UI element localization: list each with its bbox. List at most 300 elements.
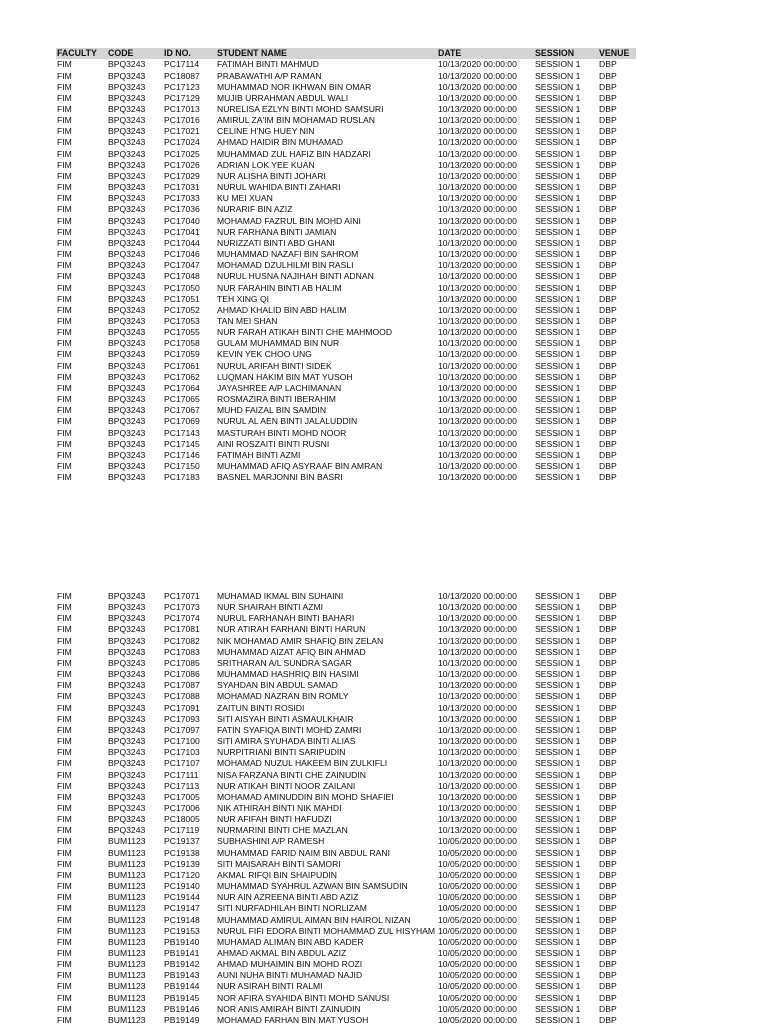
cell-student-name: AKMAL RIFQI BIN SHAIPUDIN xyxy=(217,869,338,880)
cell-student-name: KU MEI XUAN xyxy=(217,193,273,204)
cell-faculty: FIM xyxy=(57,360,72,371)
cell-id-no: PC17031 xyxy=(164,182,200,193)
cell-code: BPQ3243 xyxy=(108,193,146,204)
cell-id-no: PC17062 xyxy=(164,371,200,382)
cell-code: BPQ3243 xyxy=(108,70,146,81)
cell-id-no: PC17119 xyxy=(164,825,200,836)
cell-session: SESSION 1 xyxy=(535,461,581,472)
cell-code: BPQ3243 xyxy=(108,204,146,215)
table-row xyxy=(56,238,636,249)
cell-session: SESSION 1 xyxy=(535,271,581,282)
cell-code: BPQ3243 xyxy=(108,215,146,226)
cell-date: 10/13/2020 00:00:00 xyxy=(438,349,517,360)
table-row xyxy=(56,814,636,825)
cell-student-name: NURUL AL AEN BINTI JALALUDDIN xyxy=(217,416,358,427)
cell-id-no: PC17040 xyxy=(164,215,200,226)
cell-session: SESSION 1 xyxy=(535,724,581,735)
cell-student-name: NURARIF BIN AZIZ xyxy=(217,204,293,215)
cell-student-name: NUR FARHANA BINTI JAMIAN xyxy=(217,226,337,237)
cell-venue: DBP xyxy=(599,646,617,657)
cell-date: 10/13/2020 00:00:00 xyxy=(438,814,517,825)
cell-code: BPQ3243 xyxy=(108,126,146,137)
table-row xyxy=(56,182,636,193)
exam-list-table-top xyxy=(56,48,636,483)
table-row xyxy=(56,160,636,171)
cell-venue: DBP xyxy=(599,438,617,449)
cell-code: BPQ3243 xyxy=(108,657,146,668)
table-row xyxy=(56,758,636,769)
cell-student-name: NOR ANIS AMIRAH BINTI ZAINUDIN xyxy=(217,1003,361,1014)
cell-faculty: FIM xyxy=(57,680,72,691)
cell-session: SESSION 1 xyxy=(535,148,581,159)
cell-session: SESSION 1 xyxy=(535,427,581,438)
cell-venue: DBP xyxy=(599,747,617,758)
cell-venue: DBP xyxy=(599,394,617,405)
cell-id-no: PC17100 xyxy=(164,736,200,747)
cell-venue: DBP xyxy=(599,724,617,735)
cell-code: BPQ3243 xyxy=(108,405,146,416)
cell-student-name: NUR SHAIRAH BINTI AZMI xyxy=(217,602,323,613)
cell-date: 10/13/2020 00:00:00 xyxy=(438,226,517,237)
table-row xyxy=(56,93,636,104)
table-row xyxy=(56,915,636,926)
cell-id-no: PC17050 xyxy=(164,282,200,293)
cell-id-no: PC19153 xyxy=(164,925,200,936)
cell-venue: DBP xyxy=(599,249,617,260)
cell-id-no: PB19146 xyxy=(164,1003,200,1014)
cell-session: SESSION 1 xyxy=(535,713,581,724)
cell-venue: DBP xyxy=(599,624,617,635)
cell-date: 10/13/2020 00:00:00 xyxy=(438,81,517,92)
cell-id-no: PC17129 xyxy=(164,92,200,103)
cell-code: BPQ3243 xyxy=(108,438,146,449)
cell-faculty: FIM xyxy=(57,438,72,449)
cell-date: 10/13/2020 00:00:00 xyxy=(438,825,517,836)
cell-code: BPQ3243 xyxy=(108,315,146,326)
table-row xyxy=(56,349,636,360)
cell-date: 10/13/2020 00:00:00 xyxy=(438,416,517,427)
cell-faculty: FIM xyxy=(57,427,72,438)
cell-faculty: FIM xyxy=(57,747,72,758)
cell-student-name: MUHAMMAD AIZAT AFIQ BIN AHMAD xyxy=(217,646,366,657)
cell-session: SESSION 1 xyxy=(535,925,581,936)
cell-session: SESSION 1 xyxy=(535,249,581,260)
cell-code: BPQ3243 xyxy=(108,148,146,159)
cell-venue: DBP xyxy=(599,613,617,624)
cell-id-no: PC17091 xyxy=(164,702,200,713)
cell-date: 10/05/2020 00:00:00 xyxy=(438,981,517,992)
cell-faculty: FIM xyxy=(57,847,72,858)
cell-date: 10/13/2020 00:00:00 xyxy=(438,791,517,802)
cell-id-no: PC17103 xyxy=(164,747,200,758)
table-row xyxy=(56,680,636,691)
cell-id-no: PB19140 xyxy=(164,936,200,947)
cell-session: SESSION 1 xyxy=(535,936,581,947)
cell-code: BPQ3243 xyxy=(108,602,146,613)
cell-id-no: PC17006 xyxy=(164,802,200,813)
table-row xyxy=(56,227,636,238)
table-row xyxy=(56,115,636,126)
cell-faculty: FIM xyxy=(57,449,72,460)
cell-id-no: PC17183 xyxy=(164,472,200,483)
cell-id-no: PB19143 xyxy=(164,970,200,981)
cell-faculty: FIM xyxy=(57,669,72,680)
table-row xyxy=(56,591,636,602)
cell-venue: DBP xyxy=(599,858,617,869)
cell-student-name: MUHAMMAD NAZAFI BIN SAHROM xyxy=(217,249,359,260)
cell-id-no: PC17016 xyxy=(164,115,200,126)
table-row xyxy=(56,647,636,658)
table-row xyxy=(56,926,636,937)
table-row xyxy=(56,71,636,82)
cell-faculty: FIM xyxy=(57,970,72,981)
cell-venue: DBP xyxy=(599,959,617,970)
cell-id-no: PC17087 xyxy=(164,680,200,691)
table-row xyxy=(56,903,636,914)
cell-date: 10/13/2020 00:00:00 xyxy=(438,170,517,181)
table-row xyxy=(56,736,636,747)
table-row xyxy=(56,792,636,803)
cell-venue: DBP xyxy=(599,349,617,360)
cell-session: SESSION 1 xyxy=(535,736,581,747)
table-row xyxy=(56,327,636,338)
cell-student-name: NUR ALISHA BINTI JOHARI xyxy=(217,170,326,181)
cell-session: SESSION 1 xyxy=(535,624,581,635)
table-row xyxy=(56,881,636,892)
cell-student-name: NUR FARAH ATIKAH BINTI CHE MAHMOOD xyxy=(217,327,393,338)
cell-student-name: MUHAMMAD NOR IKHWAN BIN OMAR xyxy=(217,81,372,92)
cell-code: BPQ3243 xyxy=(108,260,146,271)
cell-session: SESSION 1 xyxy=(535,226,581,237)
cell-session: SESSION 1 xyxy=(535,360,581,371)
cell-code: BUM1123 xyxy=(108,1014,146,1025)
cell-student-name: MUHAMMAD AMIRUL AIMAN BIN HAIROL NIZAN xyxy=(217,914,411,925)
cell-code: BUM1123 xyxy=(108,992,146,1003)
cell-id-no: PC17073 xyxy=(164,602,200,613)
cell-faculty: FIM xyxy=(57,836,72,847)
cell-student-name: FATIMAH BINTI MAHMUD xyxy=(217,59,320,70)
table-row xyxy=(56,870,636,881)
cell-session: SESSION 1 xyxy=(535,1014,581,1025)
cell-id-no: PC17145 xyxy=(164,438,200,449)
cell-date: 10/13/2020 00:00:00 xyxy=(438,126,517,137)
cell-student-name: MOHAMAD DZULHILMI BIN RASLI xyxy=(217,260,354,271)
cell-date: 10/13/2020 00:00:00 xyxy=(438,304,517,315)
cell-code: BUM1123 xyxy=(108,925,146,936)
cell-code: BPQ3243 xyxy=(108,115,146,126)
cell-student-name: ADRIAN LOK YEE KUAN xyxy=(217,159,315,170)
cell-code: BPQ3243 xyxy=(108,791,146,802)
cell-faculty: FIM xyxy=(57,405,72,416)
cell-faculty: FIM xyxy=(57,215,72,226)
cell-session: SESSION 1 xyxy=(535,349,581,360)
table-header-row xyxy=(56,48,636,59)
cell-venue: DBP xyxy=(599,691,617,702)
cell-id-no: PC17143 xyxy=(164,427,200,438)
cell-faculty: FIM xyxy=(57,126,72,137)
cell-date: 10/13/2020 00:00:00 xyxy=(438,702,517,713)
cell-session: SESSION 1 xyxy=(535,858,581,869)
cell-student-name: MUHAMMAD AFIQ ASYRAAF BIN AMRAN xyxy=(217,461,383,472)
cell-faculty: FIM xyxy=(57,137,72,148)
cell-code: BUM1123 xyxy=(108,836,146,847)
cell-student-name: NURELISA EZLYN BINTI MOHD SAMSURI xyxy=(217,104,384,115)
cell-faculty: FIM xyxy=(57,736,72,747)
cell-id-no: PC17033 xyxy=(164,193,200,204)
table-row xyxy=(56,104,636,115)
cell-code: BPQ3243 xyxy=(108,249,146,260)
exam-list-table-bottom xyxy=(56,591,636,1026)
cell-venue: DBP xyxy=(599,92,617,103)
cell-id-no: PC17114 xyxy=(164,59,200,70)
cell-id-no: PC17086 xyxy=(164,669,200,680)
cell-date: 10/13/2020 00:00:00 xyxy=(438,405,517,416)
cell-date: 10/13/2020 00:00:00 xyxy=(438,104,517,115)
cell-date: 10/13/2020 00:00:00 xyxy=(438,747,517,758)
cell-student-name: MOHAMAD FAZRUL BIN MOHD AINI xyxy=(217,215,361,226)
cell-date: 10/13/2020 00:00:00 xyxy=(438,713,517,724)
table-body-top xyxy=(56,59,636,483)
cell-faculty: FIM xyxy=(57,92,72,103)
cell-id-no: PC17053 xyxy=(164,315,200,326)
cell-code: BUM1123 xyxy=(108,892,146,903)
cell-venue: DBP xyxy=(599,81,617,92)
cell-venue: DBP xyxy=(599,925,617,936)
header-student-name: STUDENT NAME xyxy=(217,48,287,58)
cell-id-no: PC17074 xyxy=(164,613,200,624)
table-row xyxy=(56,602,636,613)
cell-id-no: PC17067 xyxy=(164,405,200,416)
cell-code: BPQ3243 xyxy=(108,591,146,601)
cell-session: SESSION 1 xyxy=(535,791,581,802)
cell-faculty: FIM xyxy=(57,148,72,159)
cell-venue: DBP xyxy=(599,657,617,668)
cell-faculty: FIM xyxy=(57,226,72,237)
cell-student-name: MUHAMMAD HASHRIQ BIN HASIMI xyxy=(217,669,359,680)
table-row xyxy=(56,439,636,450)
cell-session: SESSION 1 xyxy=(535,892,581,903)
cell-faculty: FIM xyxy=(57,791,72,802)
cell-code: BPQ3243 xyxy=(108,382,146,393)
cell-code: BPQ3243 xyxy=(108,769,146,780)
cell-code: BPQ3243 xyxy=(108,282,146,293)
cell-venue: DBP xyxy=(599,338,617,349)
cell-id-no: PB19141 xyxy=(164,948,200,958)
cell-venue: DBP xyxy=(599,59,617,70)
cell-code: BPQ3243 xyxy=(108,59,146,70)
header-venue: VENUE xyxy=(599,48,630,58)
cell-student-name: NIK ATHIRAH BINTI NIK MAHDI xyxy=(217,802,342,813)
table-row xyxy=(56,216,636,227)
cell-id-no: PC19138 xyxy=(164,847,200,858)
table-row xyxy=(56,59,636,70)
cell-faculty: FIM xyxy=(57,472,72,483)
cell-faculty: FIM xyxy=(57,271,72,282)
cell-student-name: MOHAMAD NUZUL HAKEEM BIN ZULKIFLI xyxy=(217,758,388,769)
cell-venue: DBP xyxy=(599,126,617,137)
cell-date: 10/13/2020 00:00:00 xyxy=(438,70,517,81)
header-faculty: FACULTY xyxy=(57,48,97,58)
cell-id-no: PC19144 xyxy=(164,892,200,903)
cell-session: SESSION 1 xyxy=(535,193,581,204)
cell-date: 10/13/2020 00:00:00 xyxy=(438,315,517,326)
cell-faculty: FIM xyxy=(57,657,72,668)
cell-code: BPQ3243 xyxy=(108,104,146,115)
cell-session: SESSION 1 xyxy=(535,371,581,382)
cell-code: BPQ3243 xyxy=(108,635,146,646)
cell-student-name: NURUL HUSNA NAJIHAH BINTI ADNAN xyxy=(217,271,374,282)
cell-date: 10/13/2020 00:00:00 xyxy=(438,360,517,371)
cell-date: 10/13/2020 00:00:00 xyxy=(438,691,517,702)
cell-session: SESSION 1 xyxy=(535,847,581,858)
cell-session: SESSION 1 xyxy=(535,646,581,657)
table-row xyxy=(56,993,636,1004)
cell-code: BPQ3243 xyxy=(108,736,146,747)
cell-date: 10/13/2020 00:00:00 xyxy=(438,204,517,215)
cell-student-name: AHMAD AKMAL BIN ABDUL AZIZ xyxy=(217,948,347,958)
cell-student-name: MUHAMAD ALIMAN BIN ABD KADER xyxy=(217,936,364,947)
cell-student-name: NUR AFIFAH BINTI HAFUDZI xyxy=(217,814,332,825)
cell-student-name: MUHAMAD IKMAL BIN SUHAINI xyxy=(217,591,344,601)
cell-session: SESSION 1 xyxy=(535,602,581,613)
cell-venue: DBP xyxy=(599,427,617,438)
cell-session: SESSION 1 xyxy=(535,702,581,713)
table-row xyxy=(56,383,636,394)
table-row xyxy=(56,405,636,416)
header-date: DATE xyxy=(438,48,462,58)
cell-date: 10/13/2020 00:00:00 xyxy=(438,461,517,472)
table-row xyxy=(56,260,636,271)
cell-session: SESSION 1 xyxy=(535,394,581,405)
cell-date: 10/13/2020 00:00:00 xyxy=(438,449,517,460)
cell-faculty: FIM xyxy=(57,249,72,260)
cell-session: SESSION 1 xyxy=(535,92,581,103)
cell-code: BPQ3243 xyxy=(108,360,146,371)
cell-code: BPQ3243 xyxy=(108,137,146,148)
cell-code: BPQ3243 xyxy=(108,293,146,304)
cell-id-no: PC17111 xyxy=(164,769,199,780)
cell-faculty: FIM xyxy=(57,869,72,880)
cell-id-no: PC17082 xyxy=(164,635,200,646)
cell-date: 10/13/2020 00:00:00 xyxy=(438,802,517,813)
cell-venue: DBP xyxy=(599,825,617,836)
cell-venue: DBP xyxy=(599,1003,617,1014)
cell-session: SESSION 1 xyxy=(535,182,581,193)
cell-faculty: FIM xyxy=(57,1003,72,1014)
cell-session: SESSION 1 xyxy=(535,881,581,892)
cell-date: 10/13/2020 00:00:00 xyxy=(438,137,517,148)
cell-date: 10/13/2020 00:00:00 xyxy=(438,646,517,657)
cell-faculty: FIM xyxy=(57,159,72,170)
cell-venue: DBP xyxy=(599,170,617,181)
cell-id-no: PC19137 xyxy=(164,836,200,847)
cell-date: 10/13/2020 00:00:00 xyxy=(438,736,517,747)
cell-date: 10/13/2020 00:00:00 xyxy=(438,382,517,393)
cell-id-no: PC17071 xyxy=(164,591,200,601)
cell-faculty: FIM xyxy=(57,193,72,204)
cell-venue: DBP xyxy=(599,327,617,338)
cell-faculty: FIM xyxy=(57,394,72,405)
cell-venue: DBP xyxy=(599,981,617,992)
table-row xyxy=(56,859,636,870)
cell-faculty: FIM xyxy=(57,702,72,713)
cell-student-name: SITI AMIRA SYUHADA BINTI ALIAS xyxy=(217,736,356,747)
cell-id-no: PC17069 xyxy=(164,416,200,427)
cell-venue: DBP xyxy=(599,215,617,226)
table-row xyxy=(56,970,636,981)
cell-venue: DBP xyxy=(599,148,617,159)
cell-id-no: PC19140 xyxy=(164,881,200,892)
cell-date: 10/13/2020 00:00:00 xyxy=(438,92,517,103)
cell-code: BPQ3243 xyxy=(108,680,146,691)
table-row xyxy=(56,981,636,992)
cell-faculty: FIM xyxy=(57,371,72,382)
cell-venue: DBP xyxy=(599,736,617,747)
cell-faculty: FIM xyxy=(57,182,72,193)
cell-student-name: MUJIB URRAHMAN ABDUL WALI xyxy=(217,92,349,103)
cell-student-name: MUHD FAIZAL BIN SAMDIN xyxy=(217,405,327,416)
cell-date: 10/13/2020 00:00:00 xyxy=(438,613,517,624)
table-row xyxy=(56,613,636,624)
cell-session: SESSION 1 xyxy=(535,237,581,248)
cell-id-no: PC17064 xyxy=(164,382,200,393)
cell-id-no: PC17058 xyxy=(164,338,200,349)
cell-date: 10/13/2020 00:00:00 xyxy=(438,438,517,449)
cell-id-no: PC17041 xyxy=(164,226,200,237)
cell-session: SESSION 1 xyxy=(535,780,581,791)
cell-faculty: FIM xyxy=(57,992,72,1003)
cell-venue: DBP xyxy=(599,970,617,981)
cell-venue: DBP xyxy=(599,360,617,371)
cell-code: BUM1123 xyxy=(108,847,146,858)
cell-venue: DBP xyxy=(599,914,617,925)
cell-code: BPQ3243 xyxy=(108,780,146,791)
cell-student-name: FATIN SYAFIQA BINTI MOHD ZAMRI xyxy=(217,724,362,735)
cell-date: 10/13/2020 00:00:00 xyxy=(438,758,517,769)
cell-code: BUM1123 xyxy=(108,970,146,981)
table-row xyxy=(56,204,636,215)
cell-id-no: PC17120 xyxy=(164,869,200,880)
cell-session: SESSION 1 xyxy=(535,260,581,271)
table-row xyxy=(56,836,636,847)
cell-student-name: ZAITUN BINTI ROSIDI xyxy=(217,702,305,713)
cell-student-name: MOHAMAD AMINUDDIN BIN MOHD SHAFIEI xyxy=(217,791,394,802)
cell-code: BPQ3243 xyxy=(108,747,146,758)
cell-date: 10/05/2020 00:00:00 xyxy=(438,970,517,981)
cell-code: BPQ3243 xyxy=(108,237,146,248)
cell-date: 10/05/2020 00:00:00 xyxy=(438,992,517,1003)
cell-student-name: NURUL FARHANAH BINTI BAHARI xyxy=(217,613,355,624)
cell-date: 10/05/2020 00:00:00 xyxy=(438,925,517,936)
cell-session: SESSION 1 xyxy=(535,747,581,758)
cell-venue: DBP xyxy=(599,602,617,613)
cell-id-no: PC17048 xyxy=(164,271,200,282)
table-row xyxy=(56,747,636,758)
cell-code: BPQ3243 xyxy=(108,825,146,836)
cell-code: BUM1123 xyxy=(108,981,146,992)
cell-code: BPQ3243 xyxy=(108,713,146,724)
cell-faculty: FIM xyxy=(57,780,72,791)
cell-venue: DBP xyxy=(599,892,617,903)
cell-id-no: PC17036 xyxy=(164,204,200,215)
cell-date: 10/13/2020 00:00:00 xyxy=(438,159,517,170)
cell-venue: DBP xyxy=(599,680,617,691)
cell-student-name: MOHAMAD FARHAN BIN MAT YUSOH xyxy=(217,1014,369,1025)
cell-faculty: FIM xyxy=(57,613,72,624)
table-row xyxy=(56,825,636,836)
cell-date: 10/05/2020 00:00:00 xyxy=(438,948,517,958)
table-row xyxy=(56,137,636,148)
